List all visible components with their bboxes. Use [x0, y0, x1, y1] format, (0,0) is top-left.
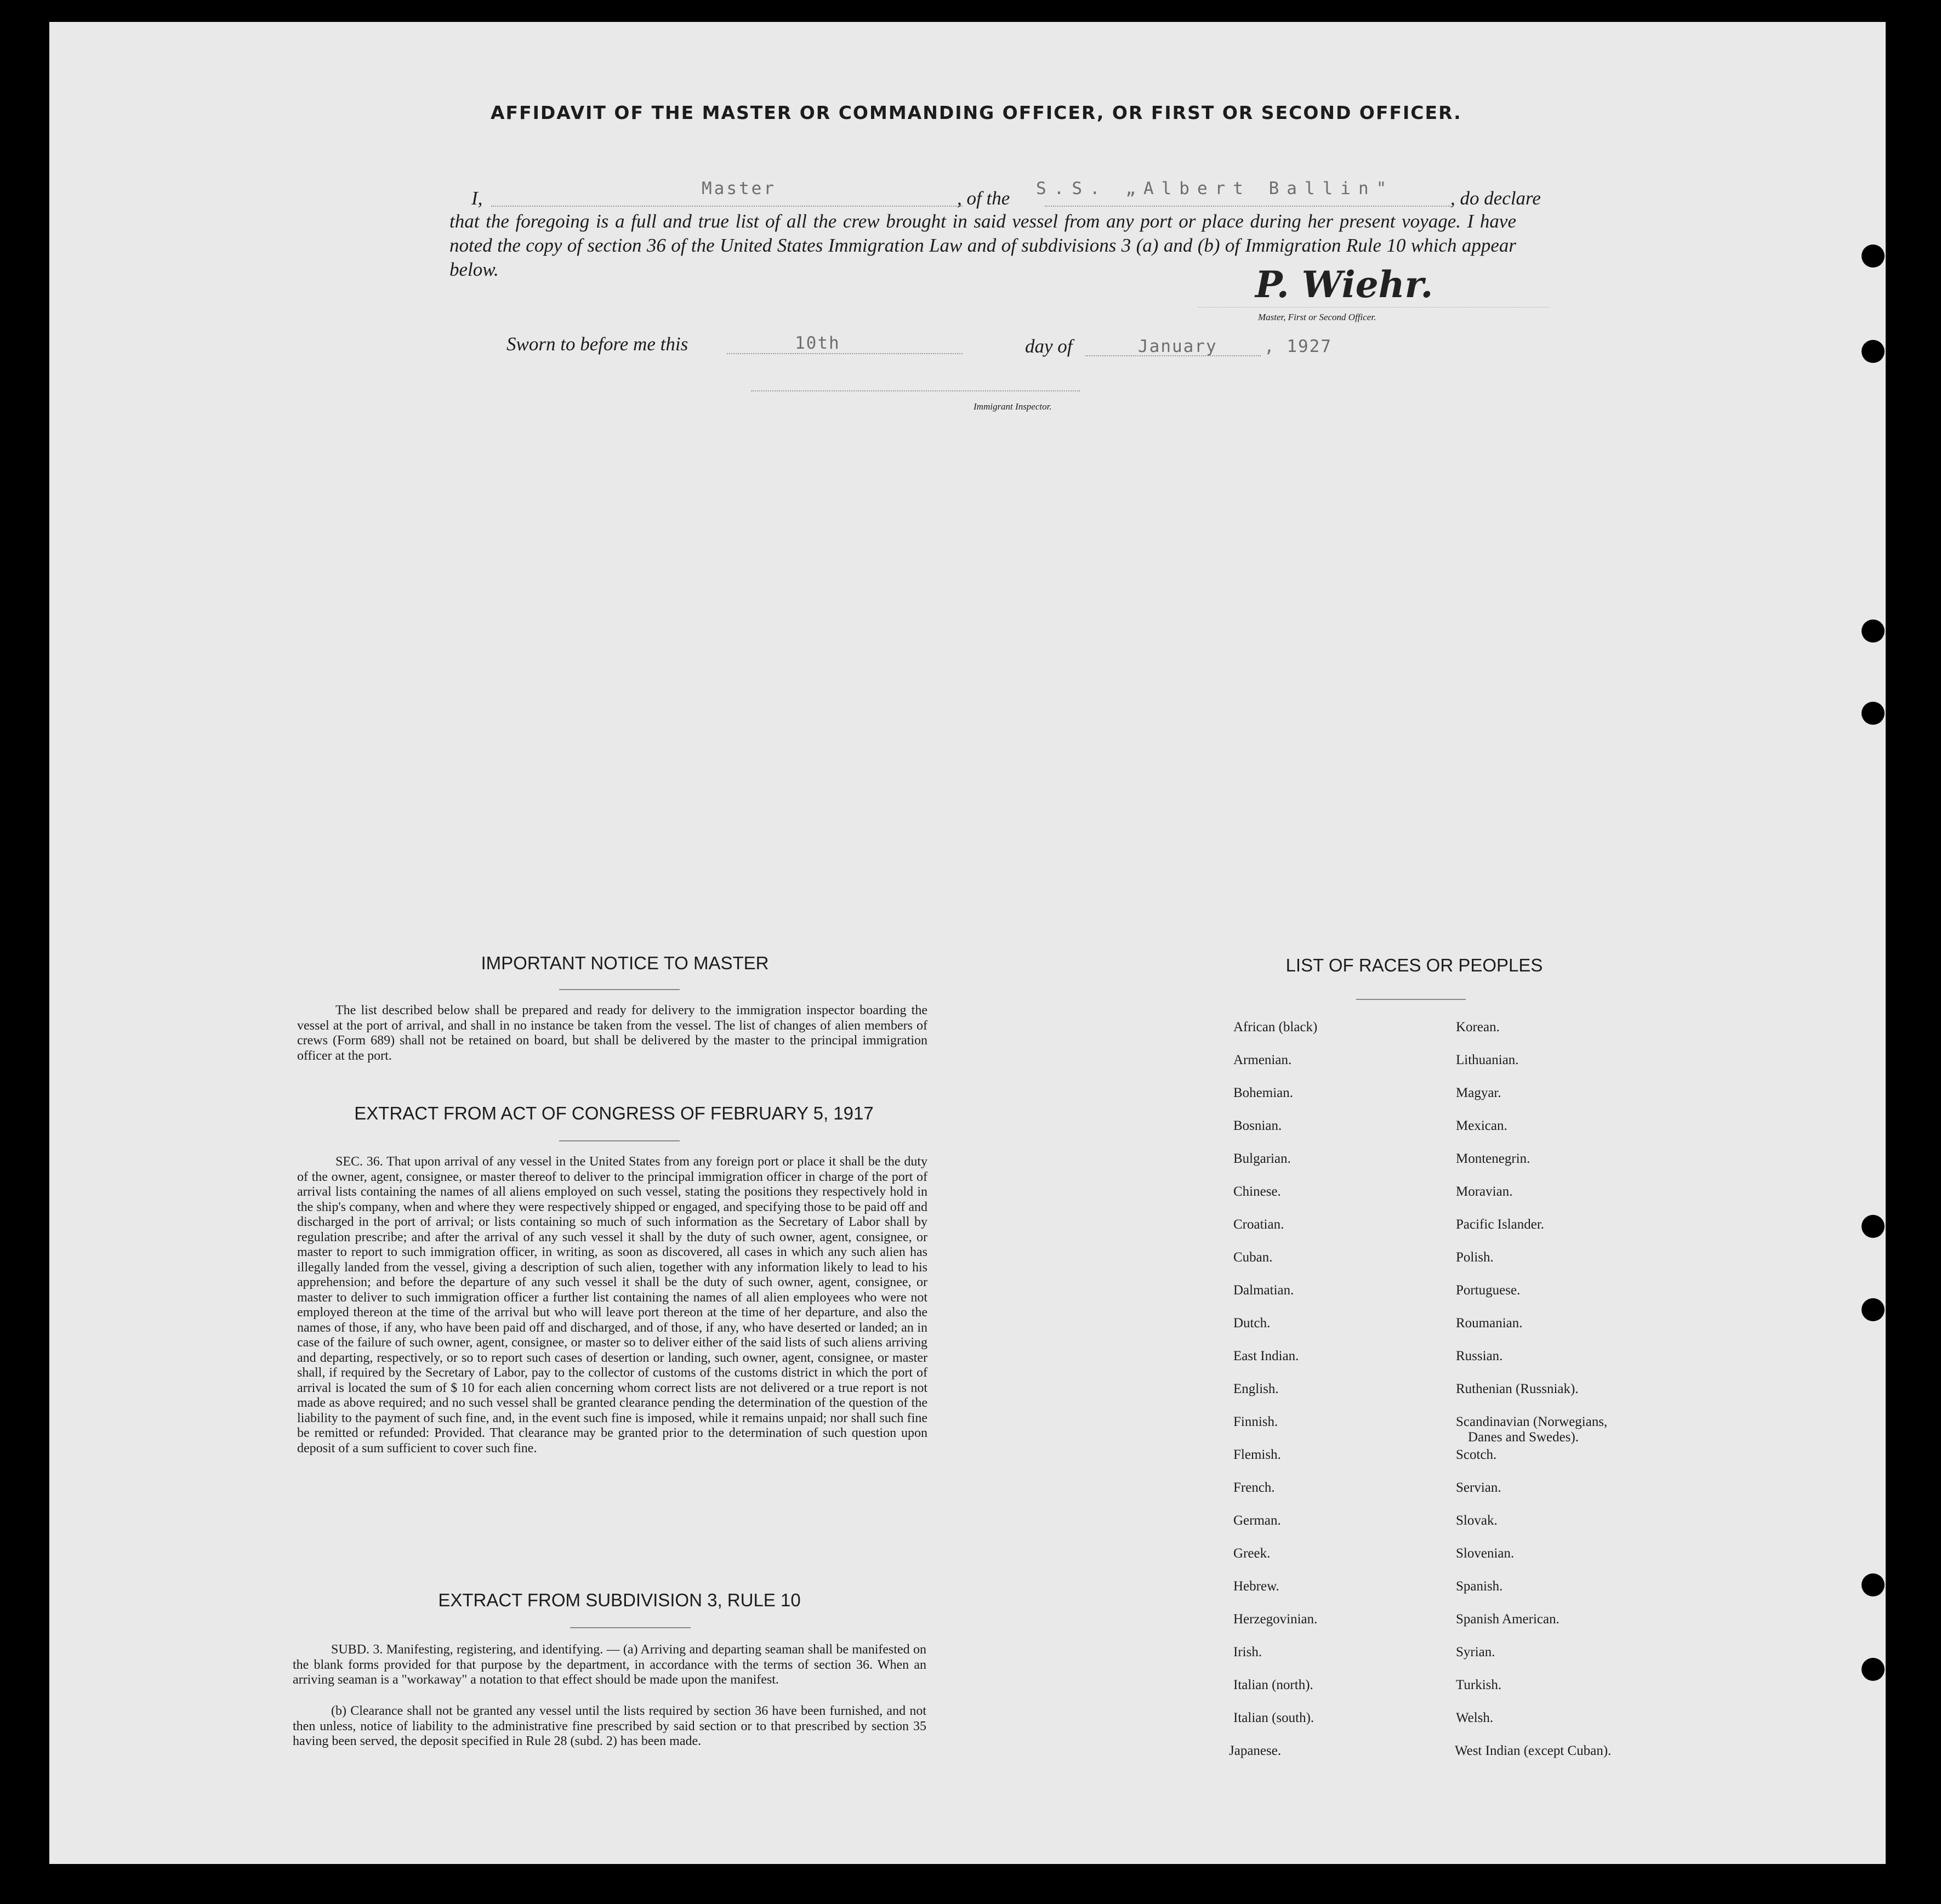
notice-title: IMPORTANT NOTICE TO MASTER: [481, 953, 769, 973]
race-left-item: Chinese.: [1233, 1184, 1281, 1199]
race-left-item: Croatian.: [1233, 1217, 1284, 1232]
signature-caption: Master, First or Second Officer.: [1258, 312, 1376, 322]
race-right-item: Pacific Islander.: [1456, 1217, 1545, 1232]
race-left-item: Irish.: [1233, 1645, 1262, 1659]
punch-hole: [1862, 702, 1885, 725]
punch-hole: [1862, 340, 1885, 363]
punch-hole: [1862, 1658, 1885, 1681]
affidavit-i-label: I,: [471, 187, 483, 209]
race-left-item: Dutch.: [1233, 1316, 1271, 1331]
race-right-item: Syrian.: [1456, 1645, 1495, 1659]
race-right-item: Danes and Swedes).: [1468, 1430, 1579, 1445]
race-right-item: Polish.: [1456, 1250, 1494, 1265]
race-left-item: East Indian.: [1233, 1349, 1299, 1363]
race-left-item: Bulgarian.: [1233, 1151, 1291, 1166]
race-right-item: Korean.: [1456, 1020, 1500, 1035]
race-left-item: Bohemian.: [1233, 1085, 1294, 1100]
year-value: , 1927: [1264, 337, 1332, 356]
race-left-item: African (black): [1233, 1020, 1318, 1035]
vessel-field-value: S.S. „Albert Ballin": [1036, 179, 1394, 198]
race-right-item: Lithuanian.: [1456, 1053, 1519, 1067]
race-left-item: Cuban.: [1233, 1250, 1273, 1265]
race-left-item: Greek.: [1233, 1546, 1271, 1561]
signature: P. Wiehr.: [1255, 263, 1433, 306]
affidavit-title: AFFIDAVIT OF THE MASTER OR COMMANDING OFFICER, OR FIRST OR SECOND OFFICER.: [491, 102, 1462, 123]
race-right-item: West Indian (except Cuban).: [1455, 1743, 1612, 1758]
punch-hole: [1862, 245, 1885, 268]
race-left-item: Japanese.: [1229, 1743, 1282, 1758]
race-left-item: Italian (north).: [1233, 1678, 1313, 1692]
inspector-caption: Immigrant Inspector.: [974, 401, 1052, 412]
signature-line: [1198, 307, 1549, 308]
race-left-item: Hebrew.: [1233, 1579, 1279, 1594]
race-left-item: English.: [1233, 1382, 1279, 1396]
rule-extract-para-a: SUBD. 3. Manifesting, registering, and identifying. — (a) Arriving and departing seaman shall be manifested on the blank forms provided for that purpose by the department, in accordance with the terms of section 36. When an arriving seaman is a "workaway" a notation to that effect should be made upon the manifest.: [293, 1642, 926, 1687]
race-left-item: German.: [1233, 1513, 1281, 1528]
act-extract-text: SEC. 36. That upon arrival of any vessel in the United States from any foreign port or place it shall be the duty of the owner, agent, consignee, or master thereof to deliver to the principal immigration officer in charge of the port of arrival lists containing the names of all aliens employed on such vessel, stating the positions they respectively hold in the ship's company, when and where they were respectively shipped or engaged, and specifying those to be paid off and discharged in the port of arrival; or lists containing so much of such information as the Secretary of Labor shall by regulation prescribe; and after the arrival of any such vessel it shall by the duty of such owner, agent, consignee, or master to report to such immigration officer, in writing, as soon as discovered, all cases in which any such alien has illegally landed from the vessel, giving a description of such alien, together with any information likely to lead to his apprehension; and before the departure of any such vessel it shall be the duty of such owner, agent, consignee, or master to deliver to such immigration officer a further list containing the names of all alien employees who were not employed thereon at the time of the arrival but who will leave port thereon at the time of her departure, and also the names of those, if any, who have been paid off and discharged, and of those, if any, who have deserted or landed; an in case of the failure of such owner, agent, consignee, or master so to deliver either of the said lists of such aliens arriving and departing, respectively, or so to report such cases of desertion or landing, such owner, agent, consignee, or master shall, if required by the Secretary of Labor, pay to the collector of customs of the customs district in which the port of arrival is located the sum of $ 10 for each alien concerning whom correct lists are not delivered or a true report is not made as above required; and no such vessel shall be granted clearance pending the determination of the question of the liability to the payment of such fine, and, in the event such fine is imposed, while it remains unpaid; nor shall such fine be remitted or refunded: Provided. That clearance may be granted prior to the determination of such question upon deposit of a sum sufficient to cover such fine.: [297, 1155, 927, 1456]
race-right-item: Moravian.: [1456, 1184, 1513, 1199]
race-right-item: Scandinavian (Norwegians,: [1456, 1414, 1608, 1429]
of-the-label: , of the: [957, 187, 1010, 209]
race-left-item: Armenian.: [1233, 1053, 1292, 1067]
punch-hole: [1862, 1215, 1885, 1238]
race-right-item: Mexican.: [1456, 1118, 1507, 1133]
race-right-item: Spanish.: [1456, 1579, 1503, 1594]
races-title-rule: [1356, 999, 1466, 1000]
sworn-day-value: 10th: [795, 333, 840, 353]
document-page: [49, 22, 1886, 1864]
act-extract-title: EXTRACT FROM ACT OF CONGRESS OF FEBRUARY 5, 1917: [354, 1103, 874, 1123]
race-right-item: Scotch.: [1456, 1447, 1497, 1462]
master-field-line: [491, 206, 963, 207]
punch-hole: [1862, 619, 1885, 643]
race-right-item: Portuguese.: [1456, 1283, 1521, 1298]
races-title: LIST OF RACES OR PEOPLES: [1285, 955, 1543, 975]
rule-extract-para-b: (b) Clearance shall not be granted any vessel until the lists required by section 36 have been furnished, and not then unless, notice of liability to the administrative fine prescribed by said section or to that prescribed by section 35 having been served, the deposit specified in Rule 28 (subd. 2) has been made.: [293, 1704, 926, 1748]
race-right-item: Russian.: [1456, 1349, 1503, 1363]
punch-hole: [1862, 1573, 1885, 1596]
race-left-item: Dalmatian.: [1233, 1283, 1294, 1298]
race-right-item: Magyar.: [1456, 1085, 1501, 1100]
master-field-value: Master: [702, 179, 776, 198]
punch-hole: [1862, 1298, 1885, 1321]
affidavit-body: that the foregoing is a full and true list of all the crew brought in said vessel from any port or place during her present voyage. I have noted the copy of section 36 of the United States Immigration Law and of subdivisions 3 (a) and (b) of Immigration Rule 10 which appear below.: [449, 211, 1516, 280]
race-left-item: Italian (south).: [1233, 1710, 1314, 1725]
race-left-item: French.: [1233, 1480, 1275, 1495]
rule-extract-title: EXTRACT FROM SUBDIVISION 3, RULE 10: [438, 1590, 801, 1610]
sworn-label: Sworn to before me this: [506, 333, 688, 355]
race-left-item: Flemish.: [1233, 1447, 1281, 1462]
race-left-item: Finnish.: [1233, 1414, 1278, 1429]
race-right-item: Slovak.: [1456, 1513, 1498, 1528]
sworn-day-line: [727, 353, 963, 354]
race-right-item: Montenegrin.: [1456, 1151, 1530, 1166]
do-declare-label: , do declare: [1450, 187, 1541, 209]
race-right-item: Servian.: [1456, 1480, 1501, 1495]
race-left-item: Herzegovinian.: [1233, 1612, 1318, 1627]
rule-extract-title-rule: [570, 1627, 691, 1628]
inspector-line: [751, 390, 1080, 391]
vessel-field-line: [1045, 206, 1450, 207]
month-value: January: [1138, 337, 1217, 356]
race-right-item: Roumanian.: [1456, 1316, 1523, 1331]
race-right-item: Turkish.: [1456, 1678, 1502, 1692]
race-left-item: Bosnian.: [1233, 1118, 1282, 1133]
day-of-label: day of: [1025, 336, 1073, 357]
race-right-item: Ruthenian (Russniak).: [1456, 1382, 1579, 1396]
race-right-item: Welsh.: [1456, 1710, 1494, 1725]
race-right-item: Spanish American.: [1456, 1612, 1559, 1627]
race-right-item: Slovenian.: [1456, 1546, 1515, 1561]
act-extract-title-rule: [559, 1140, 680, 1141]
notice-text: The list described below shall be prepared and ready for delivery to the immigration inspector boarding the vessel at the port of arrival, and shall in no instance be taken from the vessel. The list of changes of alien members of crews (Form 689) shall not be retained on board, but shall be delivered by the master to the principal immigration officer at the port.: [297, 1003, 927, 1063]
notice-title-rule: [559, 989, 680, 990]
